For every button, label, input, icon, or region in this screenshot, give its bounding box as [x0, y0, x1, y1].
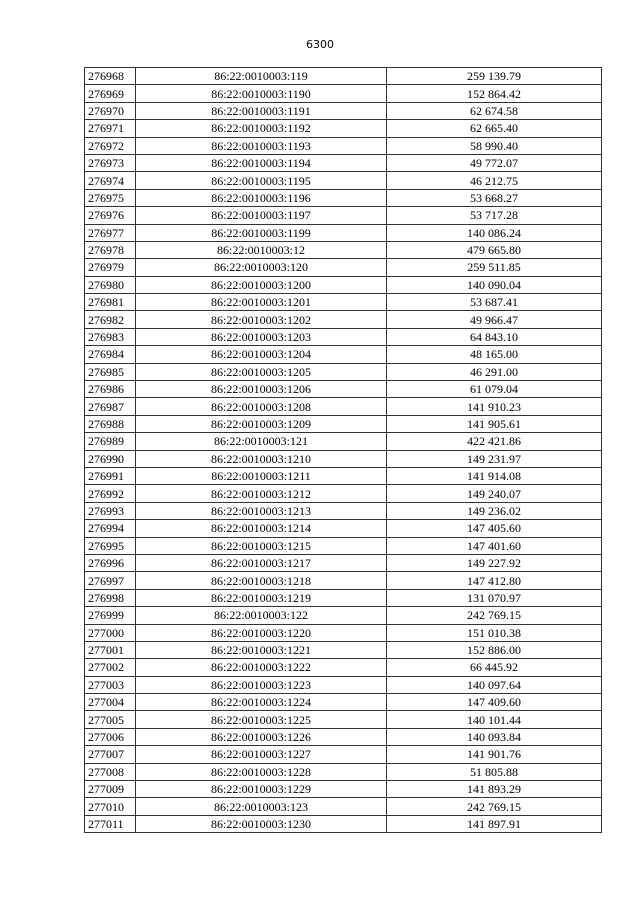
table-row [85, 415, 602, 432]
table-row [85, 433, 602, 450]
cadastral-value-cell: 140 097.64 [387, 676, 602, 693]
table-row [85, 450, 602, 467]
table-row [85, 207, 602, 224]
cadastral-number-cell: 86:22:0010003:1230 [136, 815, 387, 832]
table-row [85, 154, 602, 171]
cadastral-number-cell: 86:22:0010003:1224 [136, 694, 387, 711]
cadastral-value-cell: 259 511.85 [387, 259, 602, 276]
table-row [85, 763, 602, 780]
table-row [85, 172, 602, 189]
table-row [85, 224, 602, 241]
cadastral-number-cell: 86:22:0010003:1190 [136, 85, 387, 102]
cadastral-value-cell: 140 101.44 [387, 711, 602, 728]
table-row [85, 728, 602, 745]
table-row [85, 241, 602, 258]
row-number-cell: 276988 [85, 415, 136, 432]
cadastral-value-cell: 141 905.61 [387, 415, 602, 432]
table-row [85, 120, 602, 137]
row-number-cell: 276979 [85, 259, 136, 276]
table-row [85, 798, 602, 815]
row-number-cell: 276987 [85, 398, 136, 415]
table-row [85, 137, 602, 154]
row-number-cell: 277009 [85, 781, 136, 798]
cadastral-value-cell: 131 070.97 [387, 589, 602, 606]
table-row [85, 554, 602, 571]
cadastral-number-cell: 86:22:0010003:1202 [136, 311, 387, 328]
cadastral-value-cell: 49 772.07 [387, 154, 602, 171]
row-number-cell: 277002 [85, 659, 136, 676]
cadastral-value-cell: 147 412.80 [387, 572, 602, 589]
row-number-cell: 276970 [85, 102, 136, 119]
row-number-cell: 276977 [85, 224, 136, 241]
cadastral-number-cell: 86:22:0010003:120 [136, 259, 387, 276]
row-number-cell: 276990 [85, 450, 136, 467]
row-number-cell: 276973 [85, 154, 136, 171]
table-row [85, 781, 602, 798]
cadastral-number-cell: 86:22:0010003:1193 [136, 137, 387, 154]
row-number-cell: 276996 [85, 554, 136, 571]
table-row [85, 624, 602, 641]
row-number-cell: 276974 [85, 172, 136, 189]
row-number-cell: 276995 [85, 537, 136, 554]
cadastral-number-cell: 86:22:0010003:122 [136, 607, 387, 624]
cadastral-value-cell: 53 717.28 [387, 207, 602, 224]
cadastral-value-cell: 149 236.02 [387, 502, 602, 519]
cadastral-number-cell: 86:22:0010003:12 [136, 241, 387, 258]
cadastral-value-cell: 140 086.24 [387, 224, 602, 241]
cadastral-number-cell: 86:22:0010003:123 [136, 798, 387, 815]
table-row [85, 694, 602, 711]
cadastral-number-cell: 86:22:0010003:1214 [136, 520, 387, 537]
cadastral-number-cell: 86:22:0010003:1199 [136, 224, 387, 241]
cadastral-number-cell: 86:22:0010003:1195 [136, 172, 387, 189]
cadastral-value-cell: 242 769.15 [387, 607, 602, 624]
cadastral-number-cell: 86:22:0010003:1228 [136, 763, 387, 780]
table-row [85, 676, 602, 693]
cadastral-value-cell: 259 139.79 [387, 68, 602, 85]
row-number-cell: 276991 [85, 467, 136, 484]
row-number-cell: 276986 [85, 381, 136, 398]
cadastral-value-cell: 140 093.84 [387, 728, 602, 745]
row-number-cell: 276994 [85, 520, 136, 537]
cadastral-value-cell: 141 914.08 [387, 467, 602, 484]
cadastral-value-cell: 53 687.41 [387, 294, 602, 311]
table-row [85, 189, 602, 206]
cadastral-value-cell: 141 901.76 [387, 746, 602, 763]
page-number: 6300 [306, 38, 334, 51]
row-number-cell: 276972 [85, 137, 136, 154]
row-number-cell: 276983 [85, 328, 136, 345]
row-number-cell: 276998 [85, 589, 136, 606]
cadastral-number-cell: 86:22:0010003:1226 [136, 728, 387, 745]
table-row [85, 485, 602, 502]
row-number-cell: 276981 [85, 294, 136, 311]
cadastral-value-cell: 151 010.38 [387, 624, 602, 641]
cadastral-number-cell: 86:22:0010003:1206 [136, 381, 387, 398]
row-number-cell: 277000 [85, 624, 136, 641]
cadastral-number-cell: 86:22:0010003:1211 [136, 467, 387, 484]
cadastral-value-cell: 62 674.58 [387, 102, 602, 119]
table-row [85, 259, 602, 276]
cadastral-number-cell: 86:22:0010003:121 [136, 433, 387, 450]
cadastral-value-cell: 149 231.97 [387, 450, 602, 467]
row-number-cell: 276976 [85, 207, 136, 224]
table-row [85, 467, 602, 484]
cadastral-number-cell: 86:22:0010003:1221 [136, 641, 387, 658]
cadastral-value-cell: 147 405.60 [387, 520, 602, 537]
row-number-cell: 276982 [85, 311, 136, 328]
cadastral-number-cell: 86:22:0010003:1208 [136, 398, 387, 415]
cadastral-number-cell: 86:22:0010003:1200 [136, 276, 387, 293]
row-number-cell: 276984 [85, 346, 136, 363]
cadastral-value-cell: 49 966.47 [387, 311, 602, 328]
cadastral-value-cell: 62 665.40 [387, 120, 602, 137]
row-number-cell: 277001 [85, 641, 136, 658]
row-number-cell: 277011 [85, 815, 136, 832]
cadastral-value-cell: 152 864.42 [387, 85, 602, 102]
cadastral-number-cell: 86:22:0010003:1215 [136, 537, 387, 554]
table-row [85, 711, 602, 728]
cadastral-number-cell: 86:22:0010003:1203 [136, 328, 387, 345]
cadastral-value-cell: 242 769.15 [387, 798, 602, 815]
row-number-cell: 276971 [85, 120, 136, 137]
table-row [85, 328, 602, 345]
cadastral-value-cell: 140 090.04 [387, 276, 602, 293]
row-number-cell: 277006 [85, 728, 136, 745]
table-row [85, 346, 602, 363]
table-row [85, 102, 602, 119]
cadastral-value-cell: 149 240.07 [387, 485, 602, 502]
cadastral-value-table [84, 67, 602, 833]
table-row [85, 311, 602, 328]
cadastral-value-cell: 61 079.04 [387, 381, 602, 398]
cadastral-value-cell: 149 227.92 [387, 554, 602, 571]
table-row [85, 381, 602, 398]
row-number-cell: 276980 [85, 276, 136, 293]
cadastral-value-cell: 53 668.27 [387, 189, 602, 206]
row-number-cell: 277003 [85, 676, 136, 693]
table-row [85, 641, 602, 658]
cadastral-value-cell: 141 893.29 [387, 781, 602, 798]
row-number-cell: 276997 [85, 572, 136, 589]
cadastral-number-cell: 86:22:0010003:119 [136, 68, 387, 85]
row-number-cell: 276992 [85, 485, 136, 502]
cadastral-value-cell: 64 843.10 [387, 328, 602, 345]
row-number-cell: 276968 [85, 68, 136, 85]
row-number-cell: 276969 [85, 85, 136, 102]
row-number-cell: 276989 [85, 433, 136, 450]
cadastral-number-cell: 86:22:0010003:1217 [136, 554, 387, 571]
cadastral-value-cell: 51 805.88 [387, 763, 602, 780]
cadastral-number-cell: 86:22:0010003:1196 [136, 189, 387, 206]
table-body [85, 68, 602, 833]
table-row [85, 537, 602, 554]
row-number-cell: 277007 [85, 746, 136, 763]
cadastral-number-cell: 86:22:0010003:1219 [136, 589, 387, 606]
cadastral-number-cell: 86:22:0010003:1205 [136, 363, 387, 380]
table-row [85, 572, 602, 589]
cadastral-number-cell: 86:22:0010003:1229 [136, 781, 387, 798]
row-number-cell: 276975 [85, 189, 136, 206]
cadastral-value-cell: 48 165.00 [387, 346, 602, 363]
row-number-cell: 277010 [85, 798, 136, 815]
cadastral-number-cell: 86:22:0010003:1225 [136, 711, 387, 728]
table-row [85, 815, 602, 832]
table-row [85, 659, 602, 676]
table-row [85, 363, 602, 380]
row-number-cell: 276999 [85, 607, 136, 624]
table-row [85, 746, 602, 763]
cadastral-number-cell: 86:22:0010003:1210 [136, 450, 387, 467]
table-row [85, 398, 602, 415]
cadastral-value-cell: 422 421.86 [387, 433, 602, 450]
cadastral-value-cell: 479 665.80 [387, 241, 602, 258]
cadastral-value-cell: 152 886.00 [387, 641, 602, 658]
cadastral-number-cell: 86:22:0010003:1194 [136, 154, 387, 171]
cadastral-value-cell: 147 409.60 [387, 694, 602, 711]
cadastral-value-cell: 46 291.00 [387, 363, 602, 380]
cadastral-value-cell: 66 445.92 [387, 659, 602, 676]
table-row [85, 294, 602, 311]
cadastral-number-cell: 86:22:0010003:1213 [136, 502, 387, 519]
table-row [85, 520, 602, 537]
row-number-cell: 276985 [85, 363, 136, 380]
table-row [85, 276, 602, 293]
table-row [85, 68, 602, 85]
cadastral-value-cell: 141 897.91 [387, 815, 602, 832]
cadastral-number-cell: 86:22:0010003:1204 [136, 346, 387, 363]
cadastral-number-cell: 86:22:0010003:1227 [136, 746, 387, 763]
cadastral-number-cell: 86:22:0010003:1212 [136, 485, 387, 502]
cadastral-value-cell: 141 910.23 [387, 398, 602, 415]
cadastral-value-cell: 46 212.75 [387, 172, 602, 189]
cadastral-number-cell: 86:22:0010003:1218 [136, 572, 387, 589]
row-number-cell: 277004 [85, 694, 136, 711]
table-row [85, 85, 602, 102]
cadastral-value-cell: 58 990.40 [387, 137, 602, 154]
cadastral-number-cell: 86:22:0010003:1201 [136, 294, 387, 311]
table-row [85, 589, 602, 606]
row-number-cell: 276978 [85, 241, 136, 258]
table-row [85, 502, 602, 519]
cadastral-number-cell: 86:22:0010003:1220 [136, 624, 387, 641]
cadastral-number-cell: 86:22:0010003:1192 [136, 120, 387, 137]
cadastral-number-cell: 86:22:0010003:1209 [136, 415, 387, 432]
cadastral-number-cell: 86:22:0010003:1197 [136, 207, 387, 224]
table-row [85, 607, 602, 624]
row-number-cell: 277005 [85, 711, 136, 728]
cadastral-number-cell: 86:22:0010003:1223 [136, 676, 387, 693]
row-number-cell: 276993 [85, 502, 136, 519]
cadastral-number-cell: 86:22:0010003:1191 [136, 102, 387, 119]
cadastral-value-cell: 147 401.60 [387, 537, 602, 554]
row-number-cell: 277008 [85, 763, 136, 780]
cadastral-number-cell: 86:22:0010003:1222 [136, 659, 387, 676]
